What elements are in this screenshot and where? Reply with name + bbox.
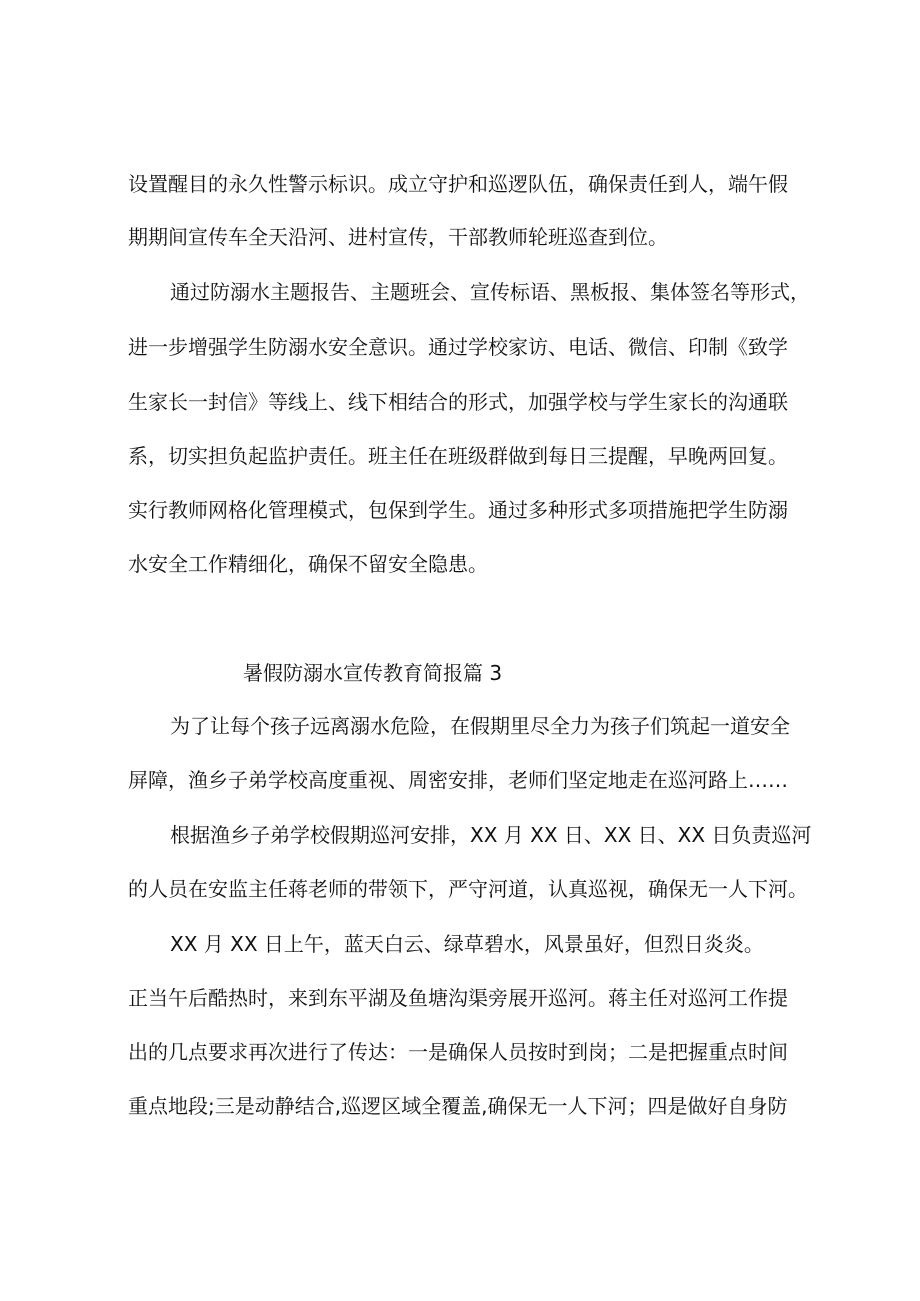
paragraph-4-line-1: 根据渔乡子弟学校假期巡河安排，XX 月 XX 日、XX 日、XX 日负责巡河 [170, 823, 812, 847]
paragraph-1-line-1: 设置醒目的永久性警示标识。成立守护和巡逻队伍，确保责任到人，端午假 [128, 172, 788, 196]
paragraph-3-line-1: 为了让每个孩子远离溺水危险，在假期里尽全力为孩子们筑起一道安全 [170, 714, 790, 738]
paragraph-4-line-2: 的人员在安监主任蒋老师的带领下，严守河道，认真巡视，确保无一人下河。 [128, 877, 808, 901]
paragraph-5-line-4: 重点地段;三是动静结合,巡逻区域全覆盖,确保无一人下河；四是做好自身防 [128, 1094, 788, 1118]
paragraph-5-line-2: 正当午后酷热时，来到东平湖及鱼塘沟渠旁展开巡河。蒋主任对巡河工作提 [128, 986, 788, 1010]
paragraph-5-line-1: XX 月 XX 日上午，蓝天白云、绿草碧水，风景虽好，但烈日炎炎。 [170, 932, 764, 956]
paragraph-2-line-5: 实行教师网格化管理模式，包保到学生。通过多种形式多项措施把学生防溺 [128, 498, 788, 522]
paragraph-2-line-4: 系，切实担负起监护责任。班主任在班级群做到每日三提醒，早晚两回复。 [128, 444, 788, 468]
paragraph-2-line-6: 水安全工作精细化，确保不留安全隐患。 [128, 552, 488, 576]
paragraph-3-line-2: 屏障，渔乡子弟学校高度重视、周密安排，老师们坚定地走在巡河路上…… [128, 768, 788, 792]
section-heading: 暑假防溺水宣传教育简报篇 3 [243, 661, 503, 685]
paragraph-1-line-2: 期期间宣传车全天沿河、进村宣传，干部教师轮班巡查到位。 [128, 225, 668, 249]
paragraph-2-line-2: 进一步增强学生防溺水安全意识。通过学校家访、电话、微信、印制《致学 [128, 335, 788, 359]
paragraph-2-line-1: 通过防溺水主题报告、主题班会、宣传标语、黑板报、集体签名等形式， [170, 280, 810, 304]
paragraph-5-line-3: 出的几点要求再次进行了传达：一是确保人员按时到岗；二是把握重点时间 [128, 1040, 788, 1064]
paragraph-2-line-3: 生家长一封信》等线上、线下相结合的形式，加强学校与学生家长的沟通联 [128, 390, 788, 414]
